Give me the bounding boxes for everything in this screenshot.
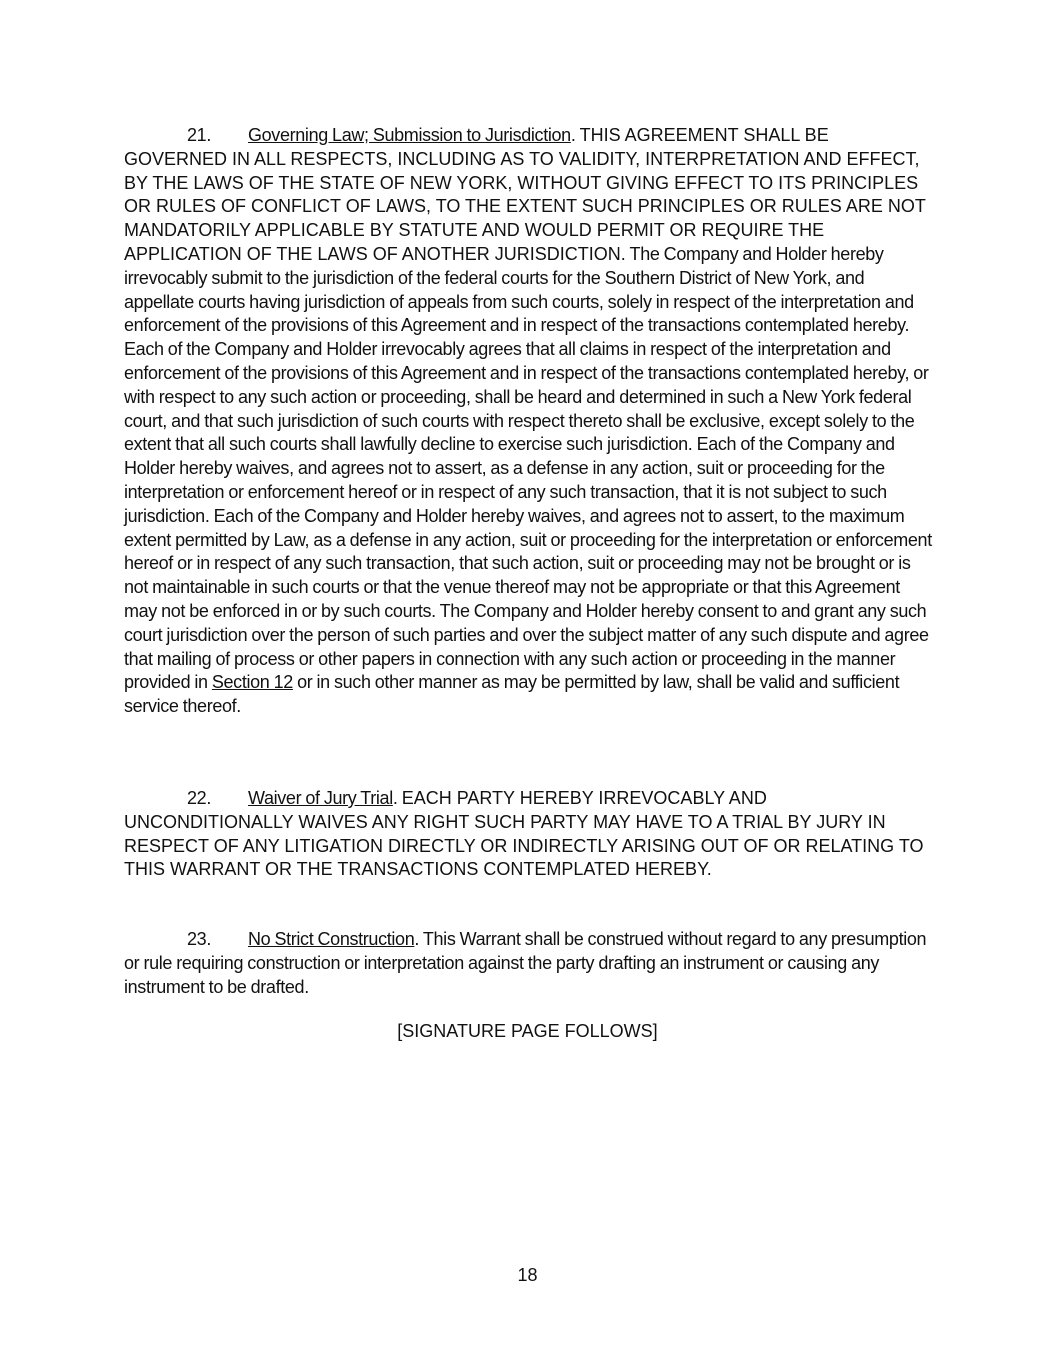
signature-page-note: [SIGNATURE PAGE FOLLOWS]: [397, 1021, 658, 1041]
section-22-caps-text: EACH PARTY HEREBY IRREVOCABLY AND UNCONDITIONALLY WAIVES ANY RIGHT SUCH PARTY MAY HAVE TO A TRIAL BY JURY IN RESPECT OF ANY LITIGATION DIRECTLY OR INDIRECTLY ARISING OUT OF OR RELATING TO THIS WARRANT OR THE TRANSACTIONS CONTEMPLATED HEREBY.: [124, 788, 924, 880]
section-23-number: 23.: [187, 929, 211, 949]
section-22-number: 22.: [187, 788, 211, 808]
section-21-number: 21.: [187, 125, 211, 145]
section-12-reference: Section 12: [211, 672, 293, 693]
section-21-heading-end: .: [570, 125, 580, 145]
section-21: [124, 124, 936, 719]
section-21-heading: Governing Law; Submission to Jurisdiction: [248, 125, 571, 145]
section-22-heading: Waiver of Jury Trial: [248, 788, 393, 808]
section-23-heading: No Strict Construction: [248, 929, 415, 949]
section-23-text: This Warrant shall be construed without regard to any presumption or rule requiring construction or interpretation against the party drafting an instrument or causing any instrument to be drafted.: [124, 929, 927, 997]
section-21-caps-text: THIS AGREEMENT SHALL BE GOVERNED IN ALL RESPECTS, INCLUDING AS TO VALIDITY, INTERPRETATION AND EFFECT, BY THE LAWS OF THE STATE OF NEW YORK, WITHOUT GIVING EFFECT TO ITS PRINCIPLES OR RULES OF CONFLICT OF LAWS, TO THE EXTENT SUCH PRINCIPLES OR RULES ARE NOT MANDATORILY APPLICABLE BY STATUTE AND WOULD PERMIT OR REQUIRE THE APPLICATION OF THE LAWS OF ANOTHER JURISDICTION.: [124, 125, 926, 264]
section-23: [124, 928, 936, 999]
section-21-text-end: or in such other manner as may be permitted by law, shall be valid and sufficient service thereof.: [124, 672, 900, 717]
page-number: 18: [517, 1265, 538, 1285]
section-21-text: The Company and Holder hereby irrevocably submit to the jurisdiction of the federal courts for the Southern District of New York, and appellate courts having jurisdiction of appeals from such courts, solely in respect of the interpretation and enforcement of the provisions of this Agreement and in respect of the transactions contemplated hereby. Each of the Company and Holder irrevocably agrees that all claims in respect of the interpretation and enforcement of the provisions of this Agreement and in respect of the transactions contemplated hereby, or with respect to any such action or proceeding, shall be heard and determined in such a New York federal court, and that such jurisdiction of such courts with respect thereto shall be exclusive, except solely to the extent that all such courts shall lawfully decline to exercise such jurisdiction. Each of the Company and Holder hereby waives, and agrees not to assert, as a defense in any action, suit or proceeding for the interpretation or enforcement hereof or in respect of any such transaction, that it is not subject to such jurisdiction. Each of the Company and Holder hereby waives, and agrees not to assert, to the maximum extent permitted by Law, as a defense in any action, suit or proceeding for the interpretation or enforcement hereof or in respect of any such transaction, that such action, suit or proceeding may not be brought or is not maintainable in such courts or that the venue thereof may not be appropriate or that this Agreement may not be enforced in or by such courts. The Company and Holder hereby consent to and grant any such court jurisdiction over the person of such parties and over the subject matter of any such dispute and agree that mailing of process or other papers in connection with any such action or proceeding in the manner provided in: [124, 243, 932, 693]
section-22: [124, 787, 936, 882]
section-22-heading-end: .: [392, 788, 402, 808]
section-23-heading-end: .: [414, 929, 423, 949]
